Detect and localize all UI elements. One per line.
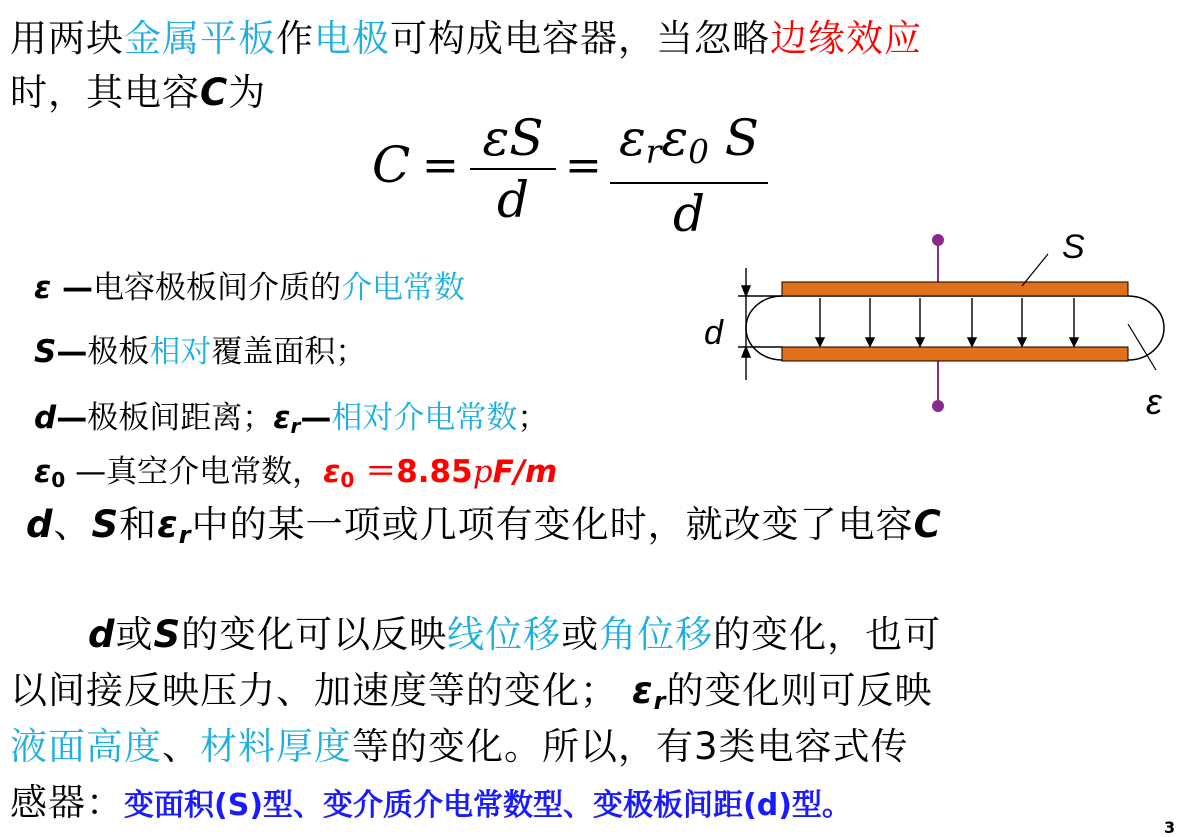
subscript-0: 0 [688,133,709,172]
text: 以间接反映压力、加速度等的变化； [10,669,618,712]
fraction-1-denominator: d [496,171,529,229]
d-symbol: d [26,503,54,546]
term-dielectric-constant: 介电常数 [341,270,466,306]
term-electrode: 电极 [314,17,390,60]
eps-r-symbol: ε [157,503,179,546]
intro-text: 用两块 [10,17,124,60]
sep: 、 [53,503,92,546]
def-text: 极板 [87,334,150,370]
formula-lhs: C [372,136,411,194]
sep: 、 [162,725,200,768]
eps-r-symbol: ε [618,109,646,167]
intro-text: 作 [276,17,314,60]
eps-leader [1128,324,1156,370]
eps-0-value: ＝8.85 [354,454,473,490]
text: 感器： [10,781,124,824]
term-relative: 相对 [149,334,212,370]
def-epsilon [34,262,465,307]
term-material-thickness: 材料厚度 [200,725,352,768]
text: 等的变化。所以，有3类电容式传 [352,725,909,768]
dash: — [56,400,88,436]
area-symbol: S [708,109,760,167]
distance-dimension [738,268,782,380]
fraction-2-denominator: d [672,185,705,244]
text: 的变化可以反映 [181,613,448,656]
para-line-4 [10,772,852,826]
capacitor-diagram [700,220,1180,420]
def-vacuum [34,446,557,492]
dash: — [300,400,332,436]
s-symbol: S [153,613,182,656]
text: 或 [561,613,600,656]
eps-0-value-symbol: ε [323,454,341,490]
field-lines [816,298,1078,346]
top-plate [782,282,1128,296]
eps-r-symbol: ε [273,400,291,436]
s-leader [1022,254,1048,286]
text: 的变化则可反映 [666,669,933,712]
term-angular-displacement: 角位移 [599,613,714,656]
s-symbol: S [34,334,57,370]
para-line-2 [10,660,932,715]
subscript-0: 0 [340,468,355,493]
term-linear-displacement: 线位移 [447,613,562,656]
def-area [34,326,366,371]
def-text: ； [517,400,549,436]
formula-equals: = [565,140,602,191]
intro-line-1 [10,8,922,62]
s-symbol: S [91,503,120,546]
page-number: 3 [1164,818,1176,837]
subscript-r: r [290,414,301,439]
d-symbol: d [34,400,57,436]
dash: — [51,270,94,306]
fraction-1 [470,108,556,230]
bottom-terminal [932,400,944,412]
term-relative-dielectric: 相对介电常数 [331,400,518,436]
intro-text: 可构成电容器，当忽略 [390,17,770,60]
term-metal-plate: 金属平板 [124,17,276,60]
top-terminal [932,234,944,246]
subscript-r: r [178,521,192,549]
intro-text: 时，其电容 [10,71,200,114]
unit-prefix: p [472,454,493,490]
fraction-2-numerator [619,108,759,182]
text: 或 [115,613,154,656]
text: 的变化，也可 [713,613,942,656]
label-d: d [704,314,723,352]
text: 和 [119,503,158,546]
def-text: 电容极板间介质的 [93,270,342,306]
fraction-1-numerator: εS [482,109,544,167]
label-epsilon: ε [1146,381,1162,420]
change-line [26,494,942,549]
subscript-r: r [653,687,667,715]
eps-0-symbol: ε [661,109,689,167]
eps-symbol: ε [34,270,52,306]
def-text: 极板间距离； [87,400,274,436]
bottom-plate [782,347,1128,361]
def-distance [34,392,548,438]
formula-equals: = [422,140,459,191]
label-s: S [1062,228,1085,266]
term-edge-effect: 边缘效应 [770,17,922,60]
para-line-3 [10,716,909,770]
intro-text: 为 [228,71,267,114]
def-text: 覆盖面积； [211,334,367,370]
para-line-1 [88,604,941,658]
intro-line-2 [10,62,266,116]
var-c: C [200,71,229,114]
def-text: —真空介电常数， [65,454,324,490]
term-liquid-level: 液面高度 [10,725,162,768]
subscript-0: 0 [51,468,66,493]
subscript-r: r [645,133,662,172]
dash: — [56,334,88,370]
eps-r-symbol: ε [632,669,654,712]
sensor-types: 变面积(S)型、变介质介电常数型、变极板间距(d)型。 [124,788,852,823]
unit-rest: F/m [492,454,558,490]
text: 中的某一项或几项有变化时，就改变了电容 [191,503,914,546]
c-symbol: C [913,503,942,546]
eps-0-symbol: ε [34,454,52,490]
d-symbol: d [88,613,116,656]
